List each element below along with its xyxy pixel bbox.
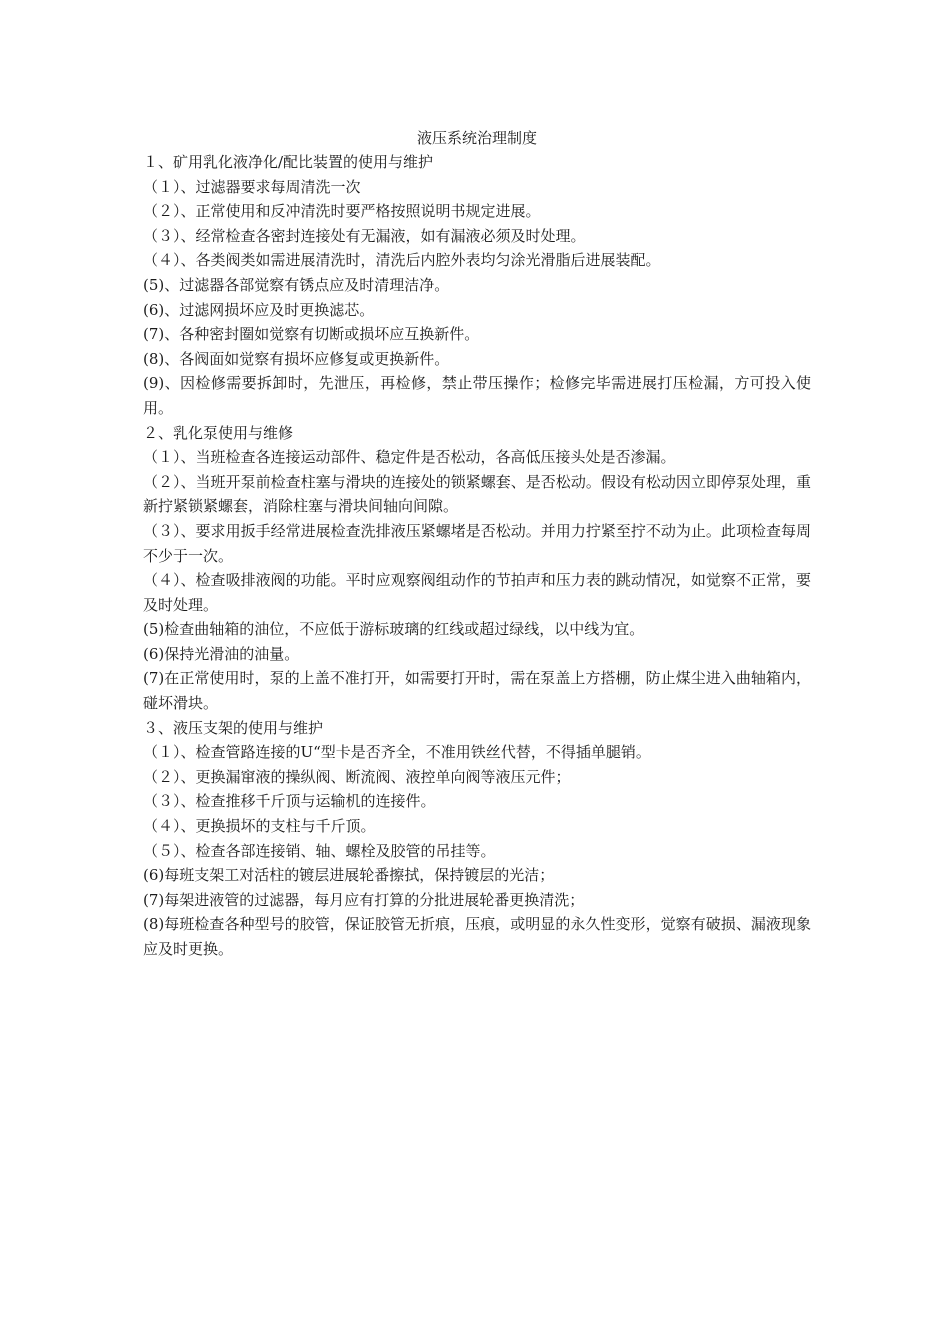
- list-item: (6)、过滤网损坏应及时更换滤芯。: [143, 300, 375, 319]
- list-item: (8)、各阀面如觉察有损坏应修复或更换新件。: [143, 349, 450, 368]
- list-item: （２）、更换漏窜液的操纵阀、断流阀、液控单向阀等液压元件；: [143, 767, 571, 786]
- list-item: (9)、因检修需要拆卸时，先泄压，再检修，禁止带压操作；检修完毕需进展打压检漏，方可投入使用。: [143, 374, 811, 417]
- section-heading: ３、液压支架的使用与维护: [143, 718, 324, 737]
- list-item: （３）、检查推移千斤顶与运输机的连接件。: [143, 792, 436, 811]
- list-item: (7)每架进液管的过滤器，每月应有打算的分批进展轮番更换清洗；: [143, 890, 585, 909]
- list-item: (7)在正常使用时，泵的上盖不准打开，如需要打开时，需在泵盖上方搭棚，防止煤尘进入曲轴箱内，碰坏滑块。: [143, 669, 811, 713]
- list-item: （３）、要求用扳手经常进展检查洗排液压紧螺堵是否松动。并用力拧紧至拧不动为止。此项检查每周不少于一次。: [143, 521, 811, 565]
- list-item: （５）、检查各部连接销、轴、螺栓及胶管的吊挂等。: [143, 841, 496, 860]
- document-page: [143, 126, 811, 962]
- list-item: （１）、检查管路连接的U“型卡是否齐全，不准用铁丝代替，不得插单腿销。: [143, 743, 651, 762]
- list-item: (6)保持光滑油的油量。: [143, 644, 300, 663]
- list-item: (7)、各种密封圈如觉察有切断或损坏应互换新件。: [143, 325, 480, 344]
- list-item: (8)每班检查各种型号的胶管，保证胶管无折痕，压痕，或明显的永久性变形，觉察有破损、漏液现象应及时更换。: [143, 915, 811, 958]
- list-item: （２）、当班开泵前检查柱塞与滑块的连接处的锁紧螺套、是否松动。假设有松动因立即停泵处理，重新拧紧锁紧螺套，消除柱塞与滑块间轴向间隙。: [143, 472, 811, 516]
- list-item: (6)每班支架工对活柱的镀层进展轮番擦拭，保持镀层的光洁；: [143, 866, 555, 885]
- section-heading: ２、乳化泵使用与维修: [143, 423, 294, 442]
- document-body: [143, 150, 811, 962]
- document-title: 液压系统治理制度: [416, 129, 537, 147]
- list-item: (5)、过滤器各部觉察有锈点应及时清理洁净。: [143, 275, 450, 294]
- list-item: （１）、当班检查各连接运动部件、稳定件是否松动，各高低压接头处是否渗漏。: [143, 448, 676, 467]
- list-item: (5)检查曲轴箱的油位，不应低于游标玻璃的红线或超过绿线，以中线为宜。: [143, 620, 645, 639]
- list-item: （２）、正常使用和反冲清洗时要严格按照说明书规定进展。: [143, 202, 541, 221]
- section-heading: １、矿用乳化液净化/配比装置的使用与维护: [143, 153, 434, 171]
- list-item: （４）、各类阀类如需进展清洗时，清洗后内腔外表均匀涂光滑脂后进展装配。: [143, 251, 661, 270]
- list-item: （４）、更换损坏的支柱与千斤顶。: [143, 817, 376, 836]
- list-item: （３）、经常检查各密封连接处有无漏液，如有漏液必须及时处理。: [143, 226, 586, 245]
- list-item: （１）、过滤器要求每周清洗一次: [143, 177, 361, 196]
- list-item: （４）、检查吸排液阀的功能。平时应观察阀组动作的节拍声和压力表的跳动情况，如觉察不正常，要及时处理。: [143, 571, 811, 614]
